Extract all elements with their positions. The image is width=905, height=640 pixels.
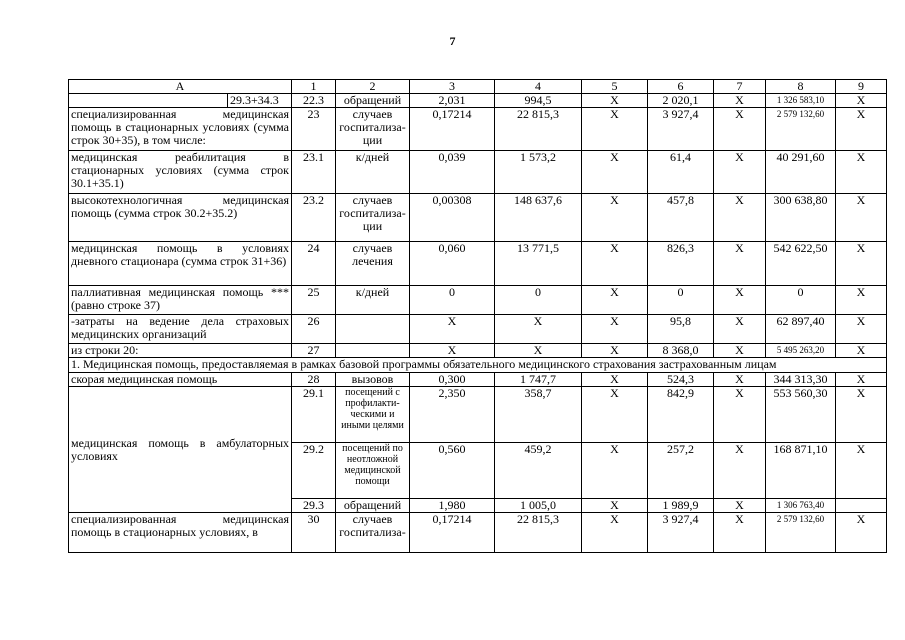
cell-6: 95,8 (648, 315, 714, 344)
row-label-cell (69, 94, 292, 108)
cell-8: 344 313,30 (766, 373, 836, 387)
cell-3: X (410, 315, 495, 344)
cell-3: 0,17214 (410, 513, 495, 553)
unit-cell: обращений (336, 499, 410, 513)
cell-6: 1 989,9 (648, 499, 714, 513)
cell-9: X (836, 344, 887, 358)
cell-7: X (714, 286, 766, 315)
row-label: медицинская помощь в условиях дневного стационара (сумма строк 31+36) (69, 242, 292, 286)
row-number: 25 (292, 286, 336, 315)
cell-9: X (836, 242, 887, 286)
cell-6: 842,9 (648, 387, 714, 443)
row-label: специализированная медицинская помощь в стационарных условиях, в (69, 513, 292, 553)
header-cell: 9 (836, 80, 887, 94)
cell-3: 0,039 (410, 151, 495, 194)
cell-7: X (714, 194, 766, 242)
header-row (69, 80, 887, 94)
cell-8: 168 871,10 (766, 443, 836, 499)
cell-5: X (582, 387, 648, 443)
row-label: из строки 20: (69, 344, 292, 358)
table-row (69, 94, 887, 108)
cell-5: X (582, 108, 648, 151)
cell-4: X (495, 315, 582, 344)
row-number: 23.2 (292, 194, 336, 242)
unit-cell: к/дней (336, 151, 410, 194)
cell-3: 2,350 (410, 387, 495, 443)
cell-6: 8 368,0 (648, 344, 714, 358)
header-cell: 4 (495, 80, 582, 94)
cell-9: X (836, 151, 887, 194)
table-row (69, 242, 887, 286)
cell-5: X (582, 151, 648, 194)
cell-5: X (582, 513, 648, 553)
cell-7: X (714, 315, 766, 344)
cell-4: 994,5 (495, 94, 582, 108)
header-cell: 5 (582, 80, 648, 94)
cell-7: X (714, 387, 766, 443)
row-label: -затраты на ведение дела страховых медицинских организаций (69, 315, 292, 344)
cell-9: X (836, 108, 887, 151)
row-number: 24 (292, 242, 336, 286)
cell-3: 0,300 (410, 373, 495, 387)
unit-cell (336, 315, 410, 344)
header-cell: 3 (410, 80, 495, 94)
unit-cell: обращений (336, 94, 410, 108)
cell-5: X (582, 344, 648, 358)
cell-5: X (582, 94, 648, 108)
cell-8: 1 306 763,40 (766, 499, 836, 513)
cell-6: 257,2 (648, 443, 714, 499)
cell-8: 300 638,80 (766, 194, 836, 242)
unit-cell (336, 344, 410, 358)
row-number: 29.3 (292, 499, 336, 513)
unit-cell: случаев лечения (336, 242, 410, 286)
cell-8: 40 291,60 (766, 151, 836, 194)
cell-6: 457,8 (648, 194, 714, 242)
cell-4: 22 815,3 (495, 108, 582, 151)
cell-5: X (582, 286, 648, 315)
cell-7: X (714, 242, 766, 286)
data-table (68, 79, 887, 553)
cell-5: X (582, 242, 648, 286)
header-cell: 6 (648, 80, 714, 94)
page-number: 7 (449, 34, 456, 48)
unit-cell: посещений с профилакти-ческими и иными целями (336, 387, 410, 443)
cell-7: X (714, 108, 766, 151)
cell-8: 5 495 263,20 (766, 344, 836, 358)
cell-3: 2,031 (410, 94, 495, 108)
cell-9: X (836, 286, 887, 315)
header-cell: 2 (336, 80, 410, 94)
cell-9: X (836, 513, 887, 553)
table-row (69, 344, 887, 358)
cell-8: 62 897,40 (766, 315, 836, 344)
cell-3: 0 (410, 286, 495, 315)
section-row (69, 358, 887, 373)
cell-7: X (714, 499, 766, 513)
cell-6: 826,3 (648, 242, 714, 286)
cell-7: X (714, 513, 766, 553)
row-number: 27 (292, 344, 336, 358)
cell-6: 3 927,4 (648, 108, 714, 151)
unit-cell: вызовов (336, 373, 410, 387)
cell-8: 2 579 132,60 (766, 513, 836, 553)
table-row (69, 513, 887, 553)
row-number: 30 (292, 513, 336, 553)
row-number: 28 (292, 373, 336, 387)
header-cell: 8 (766, 80, 836, 94)
table-row (69, 387, 887, 443)
cell-4: 1 005,0 (495, 499, 582, 513)
cell-4: 0 (495, 286, 582, 315)
row-number: 23 (292, 108, 336, 151)
cell-4: 22 815,3 (495, 513, 582, 553)
cell-5: X (582, 194, 648, 242)
cell-4: 1 747,7 (495, 373, 582, 387)
cell-7: X (714, 94, 766, 108)
header-cell: 7 (714, 80, 766, 94)
row-label: медицинская помощь в амбулаторных условиях (69, 387, 292, 513)
cell-9: X (836, 94, 887, 108)
cell-4: 13 771,5 (495, 242, 582, 286)
cell-7: X (714, 373, 766, 387)
cell-3: 0,060 (410, 242, 495, 286)
cell-3: 0,00308 (410, 194, 495, 242)
cell-4: 358,7 (495, 387, 582, 443)
header-cell: A (69, 80, 292, 94)
cell-4: 1 573,2 (495, 151, 582, 194)
row-number: 29.1 (292, 387, 336, 443)
cell-9: X (836, 373, 887, 387)
cell-5: X (582, 443, 648, 499)
cell-6: 3 927,4 (648, 513, 714, 553)
cell-5: X (582, 373, 648, 387)
row-number: 23.1 (292, 151, 336, 194)
table-row (69, 194, 887, 242)
unit-cell: посещений по неотложной медицинской помощи (336, 443, 410, 499)
row-number: 26 (292, 315, 336, 344)
row-label: скорая медицинская помощь (69, 373, 292, 387)
cell-8: 553 560,30 (766, 387, 836, 443)
cell-8: 0 (766, 286, 836, 315)
cell-9: X (836, 387, 887, 443)
cell-5: X (582, 315, 648, 344)
header-cell: 1 (292, 80, 336, 94)
cell-8: 1 326 583,10 (766, 94, 836, 108)
row-label: высокотехнологичная медицинская помощь (сумма строк 30.2+35.2) (69, 194, 292, 242)
table-row (69, 286, 887, 315)
row-label: 29.3+34.3 (227, 94, 291, 107)
cell-6: 524,3 (648, 373, 714, 387)
cell-8: 542 622,50 (766, 242, 836, 286)
cell-3: 0,560 (410, 443, 495, 499)
row-label: паллиативная медицинская помощь *** (равно строке 37) (69, 286, 292, 315)
table-row (69, 151, 887, 194)
table-row (69, 108, 887, 151)
cell-8: 2 579 132,60 (766, 108, 836, 151)
cell-7: X (714, 344, 766, 358)
unit-cell: к/дней (336, 286, 410, 315)
cell-7: X (714, 151, 766, 194)
cell-3: 1,980 (410, 499, 495, 513)
cell-9: X (836, 315, 887, 344)
row-number: 29.2 (292, 443, 336, 499)
cell-4: X (495, 344, 582, 358)
unit-cell: случаев госпитализа-ции (336, 194, 410, 242)
cell-9 (836, 499, 887, 513)
table-row (69, 315, 887, 344)
cell-3: 0,17214 (410, 108, 495, 151)
cell-7: X (714, 443, 766, 499)
row-number: 22.3 (292, 94, 336, 108)
cell-3: X (410, 344, 495, 358)
unit-cell: случаев госпитализа- (336, 513, 410, 553)
unit-cell: случаев госпитализа-ции (336, 108, 410, 151)
table-row (69, 373, 887, 387)
row-label: медицинская реабилитация в стационарных условиях (сумма строк 30.1+35.1) (69, 151, 292, 194)
cell-4: 459,2 (495, 443, 582, 499)
cell-6: 61,4 (648, 151, 714, 194)
cell-6: 0 (648, 286, 714, 315)
cell-5: X (582, 499, 648, 513)
cell-9: X (836, 194, 887, 242)
section-title: 1. Медицинская помощь, предоставляемая в рамках базовой программы обязательного медицинского страхования застрахованным лицам (69, 358, 887, 373)
cell-4: 148 637,6 (495, 194, 582, 242)
cell-9: X (836, 443, 887, 499)
row-label: специализированная медицинская помощь в стационарных условиях (сумма строк 30+35), в том числе: (69, 108, 292, 151)
cell-6: 2 020,1 (648, 94, 714, 108)
